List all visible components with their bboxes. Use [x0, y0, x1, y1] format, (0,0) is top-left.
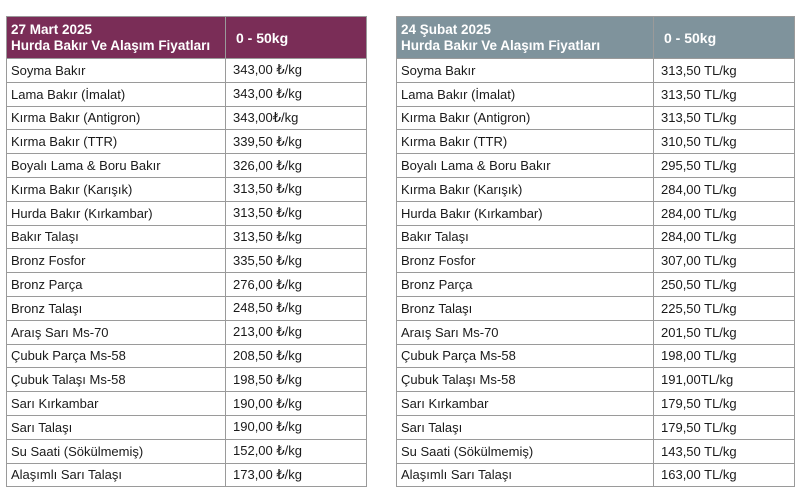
- table-row: [397, 296, 795, 320]
- header-title: Hurda Bakır Ve Alaşım Fiyatları: [401, 37, 601, 53]
- material-name: Bronz Fosfor: [7, 249, 226, 273]
- material-price: 152,00 ₺/kg: [226, 439, 367, 463]
- material-price: 213,00 ₺/kg: [226, 320, 367, 344]
- material-price: 313,50 TL/kg: [654, 106, 795, 130]
- header-range: 0 - 50kg: [226, 17, 367, 59]
- table-row: [397, 154, 795, 178]
- material-price: 313,50 TL/kg: [654, 82, 795, 106]
- material-name: Boyalı Lama & Boru Bakır: [7, 154, 226, 178]
- material-name: Hurda Bakır (Kırkambar): [7, 201, 226, 225]
- material-name: Kırma Bakır (Karışık): [397, 177, 654, 201]
- material-price: 143,50 TL/kg: [654, 439, 795, 463]
- material-price: 310,50 TL/kg: [654, 130, 795, 154]
- price-table-march: [6, 16, 367, 487]
- material-name: Su Saati (Sökülmemiş): [397, 439, 654, 463]
- table-row: [7, 177, 367, 201]
- table-row: [7, 273, 367, 297]
- table-row: [7, 415, 367, 439]
- table-row: [7, 249, 367, 273]
- material-name: Bronz Parça: [7, 273, 226, 297]
- material-price: 284,00 TL/kg: [654, 225, 795, 249]
- material-price: 343,00₺/kg: [226, 106, 367, 130]
- table-row: [397, 106, 795, 130]
- header-range: 0 - 50kg: [654, 17, 795, 59]
- material-name: Lama Bakır (İmalat): [7, 82, 226, 106]
- material-name: Bronz Parça: [397, 273, 654, 297]
- material-price: 198,00 TL/kg: [654, 344, 795, 368]
- table-body: [397, 59, 795, 487]
- table-row: [397, 82, 795, 106]
- table-row: [7, 320, 367, 344]
- material-name: Araış Sarı Ms-70: [7, 320, 226, 344]
- material-name: Araış Sarı Ms-70: [397, 320, 654, 344]
- material-name: Çubuk Parça Ms-58: [7, 344, 226, 368]
- material-price: 307,00 TL/kg: [654, 249, 795, 273]
- table-row: [397, 439, 795, 463]
- material-price: 208,50 ₺/kg: [226, 344, 367, 368]
- table-row: [7, 368, 367, 392]
- material-name: Kırma Bakır (Antigron): [7, 106, 226, 130]
- material-name: Soyma Bakır: [397, 59, 654, 83]
- table-row: [7, 82, 367, 106]
- material-name: Bakır Talaşı: [7, 225, 226, 249]
- material-name: Boyalı Lama & Boru Bakır: [397, 154, 654, 178]
- table-row: [7, 154, 367, 178]
- table-header-row: [397, 17, 795, 59]
- table-row: [397, 344, 795, 368]
- price-table-february: [396, 16, 795, 487]
- material-price: 248,50 ₺/kg: [226, 296, 367, 320]
- table-row: [397, 392, 795, 416]
- material-price: 191,00TL/kg: [654, 368, 795, 392]
- table-row: [7, 106, 367, 130]
- material-price: 313,50 TL/kg: [654, 59, 795, 83]
- table-row: [7, 225, 367, 249]
- material-price: 295,50 TL/kg: [654, 154, 795, 178]
- table-header-row: [7, 17, 367, 59]
- material-name: Lama Bakır (İmalat): [397, 82, 654, 106]
- table-row: [397, 273, 795, 297]
- material-price: 313,50 ₺/kg: [226, 177, 367, 201]
- table-row: [397, 415, 795, 439]
- header-date: 24 Şubat 2025: [401, 21, 492, 37]
- table-row: [7, 130, 367, 154]
- header-title-cell: [397, 17, 654, 59]
- material-price: 343,00 ₺/kg: [226, 59, 367, 83]
- header-date: 27 Mart 2025: [11, 21, 93, 37]
- material-name: Kırma Bakır (Antigron): [397, 106, 654, 130]
- table-row: [7, 201, 367, 225]
- material-name: Çubuk Talaşı Ms-58: [7, 368, 226, 392]
- material-name: Kırma Bakır (TTR): [7, 130, 226, 154]
- material-price: 335,50 ₺/kg: [226, 249, 367, 273]
- material-name: Sarı Talaşı: [397, 415, 654, 439]
- material-price: 179,50 TL/kg: [654, 392, 795, 416]
- material-price: 201,50 TL/kg: [654, 320, 795, 344]
- material-price: 225,50 TL/kg: [654, 296, 795, 320]
- material-name: Sarı Kırkambar: [7, 392, 226, 416]
- material-name: Bronz Talaşı: [7, 296, 226, 320]
- material-name: Bronz Talaşı: [397, 296, 654, 320]
- material-name: Soyma Bakır: [7, 59, 226, 83]
- material-name: Bronz Fosfor: [397, 249, 654, 273]
- table-row: [397, 177, 795, 201]
- material-price: 179,50 TL/kg: [654, 415, 795, 439]
- table-row: [397, 368, 795, 392]
- material-name: Kırma Bakır (TTR): [397, 130, 654, 154]
- table-row: [397, 225, 795, 249]
- table-row: [7, 439, 367, 463]
- material-price: 198,50 ₺/kg: [226, 368, 367, 392]
- material-price: 284,00 TL/kg: [654, 201, 795, 225]
- material-price: 339,50 ₺/kg: [226, 130, 367, 154]
- table-row: [397, 249, 795, 273]
- table-row: [397, 463, 795, 487]
- header-title: Hurda Bakır Ve Alaşım Fiyatları: [11, 37, 211, 53]
- material-name: Alaşımlı Sarı Talaşı: [397, 463, 654, 487]
- material-name: Su Saati (Sökülmemiş): [7, 439, 226, 463]
- material-name: Kırma Bakır (Karışık): [7, 177, 226, 201]
- table-body: [7, 59, 367, 487]
- material-name: Alaşımlı Sarı Talaşı: [7, 463, 226, 487]
- table-row: [397, 201, 795, 225]
- material-name: Çubuk Parça Ms-58: [397, 344, 654, 368]
- material-price: 343,00 ₺/kg: [226, 82, 367, 106]
- material-price: 163,00 TL/kg: [654, 463, 795, 487]
- material-name: Bakır Talaşı: [397, 225, 654, 249]
- table-row: [7, 344, 367, 368]
- material-price: 313,50 ₺/kg: [226, 225, 367, 249]
- material-price: 190,00 ₺/kg: [226, 392, 367, 416]
- material-price: 284,00 TL/kg: [654, 177, 795, 201]
- table-row: [7, 392, 367, 416]
- material-price: 190,00 ₺/kg: [226, 415, 367, 439]
- material-name: Sarı Talaşı: [7, 415, 226, 439]
- material-name: Hurda Bakır (Kırkambar): [397, 201, 654, 225]
- material-name: Sarı Kırkambar: [397, 392, 654, 416]
- material-price: 313,50 ₺/kg: [226, 201, 367, 225]
- table-row: [397, 320, 795, 344]
- header-title-cell: [7, 17, 226, 59]
- table-row: [7, 296, 367, 320]
- table-row: [7, 59, 367, 83]
- material-name: Çubuk Talaşı Ms-58: [397, 368, 654, 392]
- table-row: [397, 130, 795, 154]
- material-price: 173,00 ₺/kg: [226, 463, 367, 487]
- material-price: 326,00 ₺/kg: [226, 154, 367, 178]
- table-row: [397, 59, 795, 83]
- table-row: [7, 463, 367, 487]
- material-price: 276,00 ₺/kg: [226, 273, 367, 297]
- material-price: 250,50 TL/kg: [654, 273, 795, 297]
